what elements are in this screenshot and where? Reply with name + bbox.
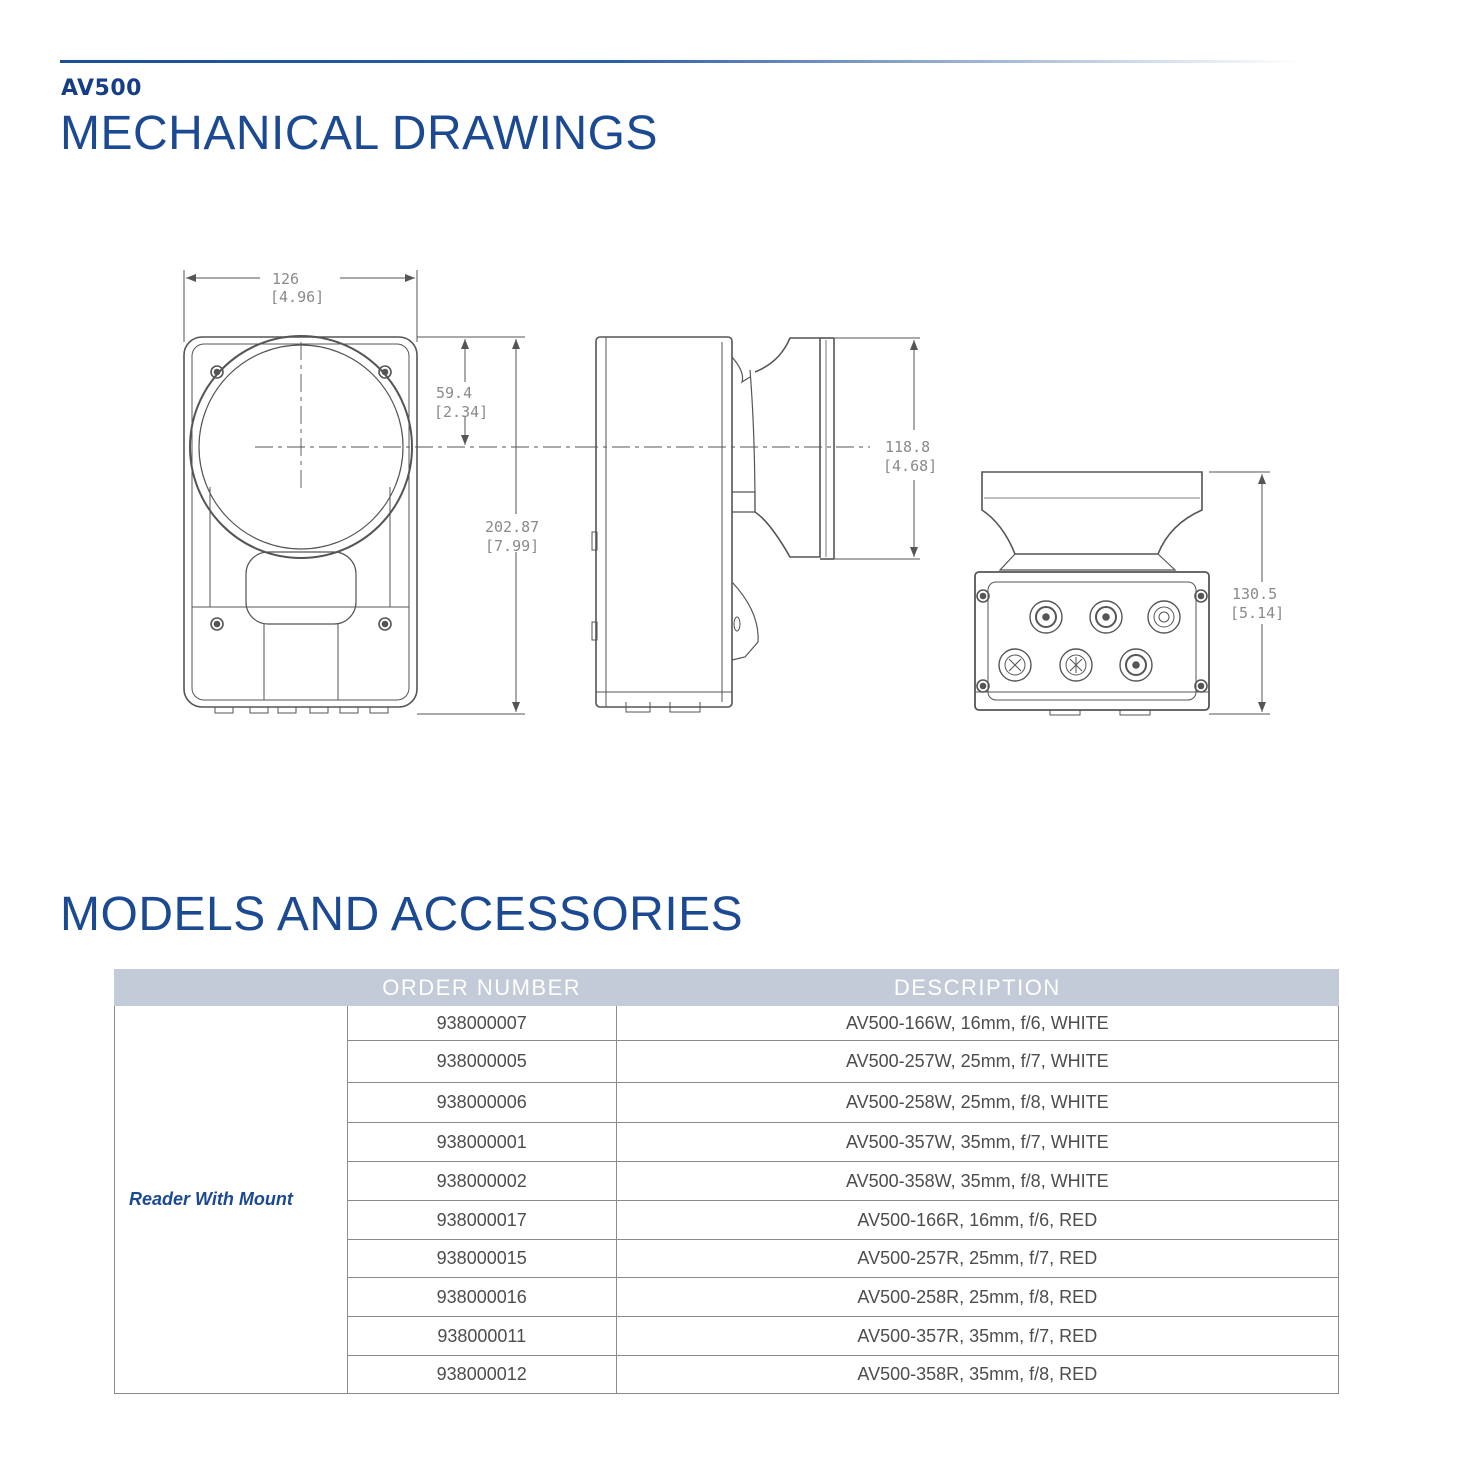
table-header-row — [115, 970, 1339, 1006]
dim-rear-height-in: [5.14] — [1230, 604, 1285, 622]
description-cell: AV500-357W, 35mm, f/7, WHITE — [616, 1123, 1338, 1162]
product-name: AV500 — [61, 76, 142, 101]
section-title-models: MODELS AND ACCESSORIES — [60, 888, 744, 941]
header-rule — [60, 60, 1300, 63]
front-view — [184, 270, 580, 714]
rear-view — [975, 472, 1284, 715]
order-number-cell: 938000011 — [347, 1317, 616, 1356]
dim-lens-center-mm: 59.4 — [436, 384, 473, 402]
order-number-cell: 938000012 — [347, 1356, 616, 1394]
dim-lens-center-in: [2.34] — [434, 403, 489, 421]
dim-width-mm: 126 — [272, 270, 300, 288]
description-cell: AV500-257R, 25mm, f/7, RED — [616, 1240, 1338, 1278]
dim-rear-height-mm: 130.5 — [1232, 585, 1278, 603]
description-cell: AV500-258W, 25mm, f/8, WHITE — [616, 1083, 1338, 1123]
description-cell: AV500-166W, 16mm, f/6, WHITE — [616, 1006, 1338, 1041]
dim-height-in: [7.99] — [485, 537, 540, 555]
order-number-cell: 938000016 — [347, 1278, 616, 1317]
order-number-cell: 938000002 — [347, 1162, 616, 1201]
description-cell: AV500-357R, 35mm, f/7, RED — [616, 1317, 1338, 1356]
side-view — [580, 337, 937, 712]
order-number-cell: 938000005 — [347, 1041, 616, 1083]
description-cell: AV500-258R, 25mm, f/8, RED — [616, 1278, 1338, 1317]
description-cell: AV500-358R, 35mm, f/8, RED — [616, 1356, 1338, 1394]
dim-height-mm: 202.87 — [485, 518, 540, 536]
group-label-reader-with-mount: Reader With Mount — [115, 1006, 348, 1394]
dim-width-in: [4.96] — [270, 288, 325, 306]
models-table — [114, 969, 1339, 1394]
order-number-cell: 938000015 — [347, 1240, 616, 1278]
order-number-cell: 938000017 — [347, 1201, 616, 1240]
description-cell: AV500-358W, 35mm, f/8, WHITE — [616, 1162, 1338, 1201]
dim-lens-height-in: [4.68] — [883, 457, 938, 475]
table-row — [115, 1006, 1339, 1041]
mechanical-drawing — [170, 262, 1300, 736]
dim-lens-height-mm: 118.8 — [885, 438, 931, 456]
page-title: MECHANICAL DRAWINGS — [60, 107, 658, 160]
order-number-cell: 938000007 — [347, 1006, 616, 1041]
order-number-cell: 938000001 — [347, 1123, 616, 1162]
column-header-description: DESCRIPTION — [616, 970, 1338, 1006]
description-cell: AV500-166R, 16mm, f/6, RED — [616, 1201, 1338, 1240]
column-header-order-number: ORDER NUMBER — [347, 970, 616, 1006]
column-header-group — [115, 970, 348, 1006]
description-cell: AV500-257W, 25mm, f/7, WHITE — [616, 1041, 1338, 1083]
order-number-cell: 938000006 — [347, 1083, 616, 1123]
